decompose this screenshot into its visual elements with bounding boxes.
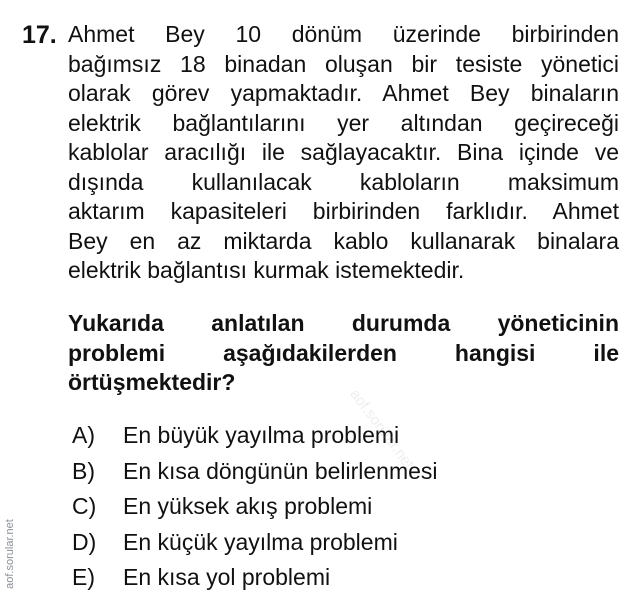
prompt-line: Yukarıda anlatılan durumda yöneticinin [68, 310, 619, 336]
option-letter: C) [72, 493, 97, 519]
option-d[interactable] [72, 525, 438, 561]
stem-line: bağımsız 18 binadan oluşan bir tesiste yönetici [68, 50, 619, 77]
prompt-line: problemi aşağıdakilerden hangisi ile [68, 339, 619, 366]
stem-line: dışında kullanılacak kabloların maksimum [68, 168, 619, 195]
option-letter: D) [72, 528, 97, 555]
option-e[interactable] [72, 560, 438, 596]
option-text: En yüksek akış problemi [123, 493, 373, 519]
stem-line: Bey en az miktarda kablo kullanarak binalara [68, 227, 619, 254]
stem-line: elektrik bağlantılarını yer altından geçireceği [68, 109, 619, 136]
stem-line: Ahmet Bey 10 dönüm üzerinde birbirinden [68, 21, 619, 47]
option-letter: A) [72, 422, 95, 448]
option-text: En küçük yayılma problemi [123, 528, 398, 555]
option-text: En kısa döngünün belirlenmesi [123, 457, 438, 484]
stem-line: elektrik bağlantısı kurmak istemektedir. [68, 257, 465, 283]
question-number: 17. [22, 21, 57, 49]
side-watermark-text: aof.sorular.net [4, 519, 16, 589]
stem-line: kablolar aracılığı ile sağlayacaktır. Bina içinde ve [68, 139, 619, 165]
option-letter: B) [72, 457, 95, 484]
option-c[interactable] [72, 489, 438, 525]
diagonal-watermark-text: aof.sorular.net [346, 386, 418, 473]
option-text: En büyük yayılma problemi [123, 422, 400, 448]
stem-line: olarak görev yapmaktadır. Ahmet Bey binaların [68, 80, 619, 106]
prompt-line: örtüşmektedir? [68, 369, 236, 395]
question-prompt [68, 309, 619, 398]
option-b[interactable] [72, 454, 438, 490]
side-watermark [3, 502, 17, 606]
option-letter: E) [72, 564, 95, 590]
stem-line: aktarım kapasiteleri birbirinden farklıdır. Ahmet [68, 198, 619, 224]
diagonal-watermark [346, 386, 520, 473]
question-stem [68, 20, 619, 286]
option-text: En kısa yol problemi [123, 564, 331, 590]
